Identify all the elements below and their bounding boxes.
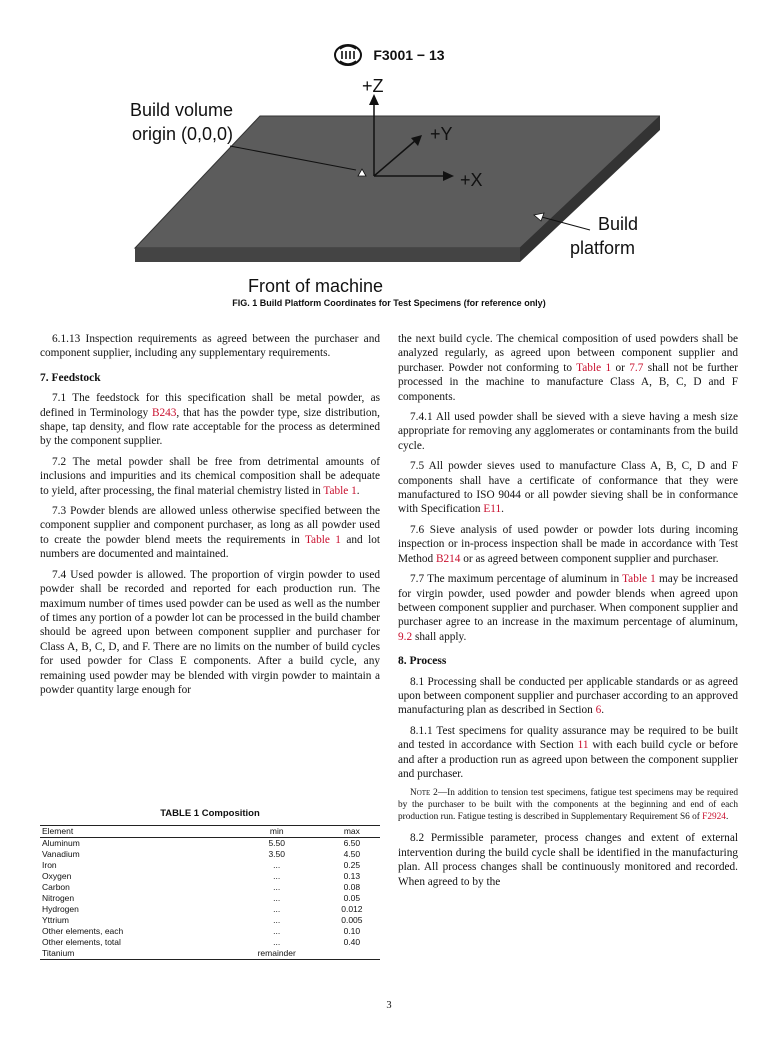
document-id: F3001 − 13 [373, 47, 445, 63]
cell-element: Vanadium [42, 849, 80, 859]
cell-max: 0.05 [343, 893, 361, 903]
para-7-7-text-end: shall apply. [412, 630, 467, 643]
right-column [398, 332, 738, 895]
cell-element: Oxygen [42, 871, 72, 881]
para-7-6-text: 7.6 Sieve analysis of used powder or powder lots during incoming inspection or in-process inspection shall be made in accordance with Test Method [398, 523, 738, 565]
para-7-1-text: 7.1 The feedstock for this specification shall be metal powder, as defined in Terminology [40, 392, 380, 419]
composition-table [40, 825, 380, 960]
ref-9-2-link[interactable]: 9.2 [398, 630, 413, 643]
label-axis-z: +Z [362, 78, 384, 96]
page-header [0, 44, 778, 66]
para-8-1-text: 8.1 Processing shall be conducted per applicable standards or as agreed upon between component supplier and purchaser according to an approved manufacturing plan as described in Section [398, 675, 738, 717]
para-7-4-1: 7.4.1 All used powder shall be sieved with a sieve having a mesh size appropriate for removing any agglomerates or contaminants from the build cycle. [398, 411, 738, 452]
ref-table1-link[interactable]: Table 1 [622, 573, 656, 586]
para-7-4-continued [398, 332, 738, 404]
ref-table1-link[interactable]: Table 1 [304, 533, 341, 546]
table-row [40, 860, 380, 871]
table-row [40, 915, 380, 926]
label-origin-line2: origin (0,0,0) [132, 124, 234, 144]
note-2 [398, 787, 738, 823]
header-max: max [343, 826, 360, 836]
cell-element: Titanium [42, 948, 75, 958]
cell-min: ... [273, 926, 281, 936]
left-column [40, 332, 380, 703]
para-7-1-text-end: , that has the powder type, size distribution, shape, tap density, and flow rate acceptable for the process as determined by the component supplier. [40, 406, 381, 448]
para-7-6 [398, 523, 738, 566]
para-7-1 [40, 391, 380, 449]
label-axis-y: +Y [430, 124, 453, 144]
header-element: Element [42, 826, 74, 836]
cell-element: Yttrium [42, 915, 69, 925]
section-8-heading: 8. Process [398, 655, 447, 668]
para-7-3-text-end: and lot numbers are documented and maintained. [40, 533, 380, 561]
ref-section-6-link[interactable]: 6 [595, 704, 602, 717]
table-row [40, 926, 380, 937]
para-8-1-1 [398, 724, 738, 782]
para-7-4-cont-end: shall not be further processed in the machine to manufacture Class A, B, C, D and F components. [398, 361, 739, 403]
cell-element: Nitrogen [42, 893, 75, 903]
table-header-row [40, 826, 380, 838]
para-8-2: 8.2 Permissible parameter, process changes and extent of external intervention during the build cycle shall be identified in the manufacturing plan. All process changes shall be continuously monitored and recorded. When agreed to by the [398, 832, 738, 888]
table-body [40, 838, 380, 960]
page-number: 3 [386, 1000, 392, 1011]
para-7-7-text-mid: may be increased for virgin powder, used powder and powder blends when agreed upon between component supplier and purchaser. When component supplier and purchaser agree to an increase in the maximum percentage of aluminum, [398, 573, 739, 629]
ref-table1-link[interactable]: Table 1 [323, 484, 357, 497]
cell-min: ... [273, 893, 281, 903]
para-7-4: 7.4 Used powder is allowed. The proportion of virgin powder to used powder shall be recorded and reported for each production run. The maximum number of times used powder can be used as well as the number of times any portion of a powder lot can be processed in the build chamber should be agreed upon between component supplier and purchaser for Class A, B, C, D, and F. There are no limits on the number of build cycles for used powder for Class E components. After a build cycle, any remaining used powder may be blended with virgin powder to maintain a powder quantity large enough for [40, 568, 380, 696]
astm-logo-icon [333, 44, 363, 66]
cell-element: Other elements, each [42, 926, 124, 936]
para-8-1-text-end: . [601, 704, 605, 717]
cell-max: 0.08 [343, 882, 361, 892]
cell-element: Carbon [42, 882, 70, 892]
cell-max [324, 948, 380, 960]
table-row [40, 904, 380, 915]
label-axis-x: +X [460, 170, 483, 190]
table-row [40, 937, 380, 948]
para-7-7-text: 7.7 The maximum percentage of aluminum in [410, 573, 623, 586]
para-7-5 [398, 459, 738, 517]
table-row [40, 838, 380, 850]
cell-min: ... [273, 904, 281, 914]
cell-max: 0.25 [343, 860, 361, 870]
cell-max: 0.012 [341, 904, 363, 914]
ref-e11-link[interactable]: E11 [483, 503, 502, 516]
ref-section-11-link[interactable]: 11 [577, 739, 589, 752]
para-7-4-cont-text: the next build cycle. The chemical composition of used powders shall be analyzed regularly, as agreed upon between component supplier and purchaser. Powder not conforming to [398, 333, 738, 374]
header-min: min [269, 826, 284, 836]
para-7-5-text-end: . [501, 503, 504, 516]
cell-min: 3.50 [268, 849, 285, 859]
label-front-of-machine: Front of machine [248, 276, 384, 296]
ref-7-7-link[interactable]: 7.7 [629, 361, 644, 374]
para-7-4-cont-or: or [611, 361, 630, 374]
section-7-heading: 7. Feedstock [40, 371, 101, 384]
table-row [40, 948, 380, 960]
para-7-5-text: 7.5 All powder sieves used to manufacture Class A, B, C, D and F components shall have a certificate of conformance that they were manufactured to ISO 9044 or all powder sieving shall be in conformance with Specification [398, 460, 738, 516]
cell-max: 4.50 [343, 849, 361, 859]
para-8-1 [398, 675, 738, 718]
figure-build-platform [120, 78, 660, 298]
note-label: Note [410, 788, 431, 799]
label-platform-line2: platform [570, 238, 636, 258]
cell-max: 0.10 [343, 926, 361, 936]
label-platform-line1: Build [598, 214, 639, 234]
cell-element: Iron [42, 860, 57, 870]
cell-min: ... [273, 860, 281, 870]
para-7-2-text-end: . [356, 484, 360, 497]
para-7-3-text: 7.3 Powder blends are allowed unless otherwise specified between the component supplier and component purchaser, as long as all powder used to create the powder blend meets the requirements in [40, 505, 380, 546]
cell-min: remainder [257, 948, 296, 958]
figure-caption: FIG. 1 Build Platform Coordinates for Test Specimens (for reference only) [232, 298, 546, 308]
cell-min: 5.50 [268, 838, 285, 848]
table-row [40, 893, 380, 904]
cell-max: 0.40 [343, 937, 361, 947]
para-7-6-text-end: or as agreed between component supplier and purchaser. [460, 552, 719, 565]
table-caption: TABLE 1 Composition [160, 808, 260, 819]
cell-min: ... [273, 882, 281, 892]
para-7-2 [40, 455, 380, 498]
note-2-text-end: . [725, 812, 729, 823]
table-1-composition [40, 808, 380, 960]
cell-min: ... [273, 915, 281, 925]
table-row [40, 882, 380, 893]
para-6-1-13: 6.1.13 Inspection requirements as agreed between the purchaser and component supplier, including any supplementary requirements. [40, 333, 380, 360]
cell-min: ... [273, 937, 281, 947]
para-7-3 [40, 504, 380, 562]
cell-min: ... [273, 871, 281, 881]
para-7-2-text: 7.2 The metal powder shall be free from detrimental amounts of inclusions and impurities and its chemical composition shall be adequate to yield, after processing, the final material chemistry listed in [40, 455, 380, 497]
cell-max: 6.50 [343, 838, 361, 848]
cell-max: 0.005 [341, 915, 363, 925]
ref-b243-link[interactable]: B243 [151, 406, 177, 419]
ref-b214-link[interactable]: B214 [435, 552, 461, 565]
label-origin-line1: Build volume [130, 100, 234, 120]
cell-element: Hydrogen [42, 904, 79, 914]
para-7-7 [398, 572, 738, 644]
para-8-1-1-text: 8.1.1 Test specimens for quality assurance may be required to be built and tested in accordance with Section [398, 724, 738, 752]
ref-table1-link[interactable]: Table 1 [576, 361, 612, 374]
table-row [40, 849, 380, 860]
para-8-1-1-text-end: with each build cycle or before and after a production run as agreed upon between the component supplier and purchaser. [398, 739, 738, 780]
ref-f2924-link[interactable]: F2924 [702, 812, 726, 823]
cell-element: Other elements, total [42, 937, 121, 947]
cell-element: Aluminum [42, 838, 80, 848]
note-2-text: 2—In addition to tension test specimens, fatigue test specimens may be required by the purchaser to be built with the components at the beginning and end of each production run. Fatigue testing is described in Supplementary Requirement S6 of [398, 788, 738, 823]
table-row [40, 871, 380, 882]
cell-max: 0.13 [343, 871, 361, 881]
platform-front [135, 248, 520, 262]
